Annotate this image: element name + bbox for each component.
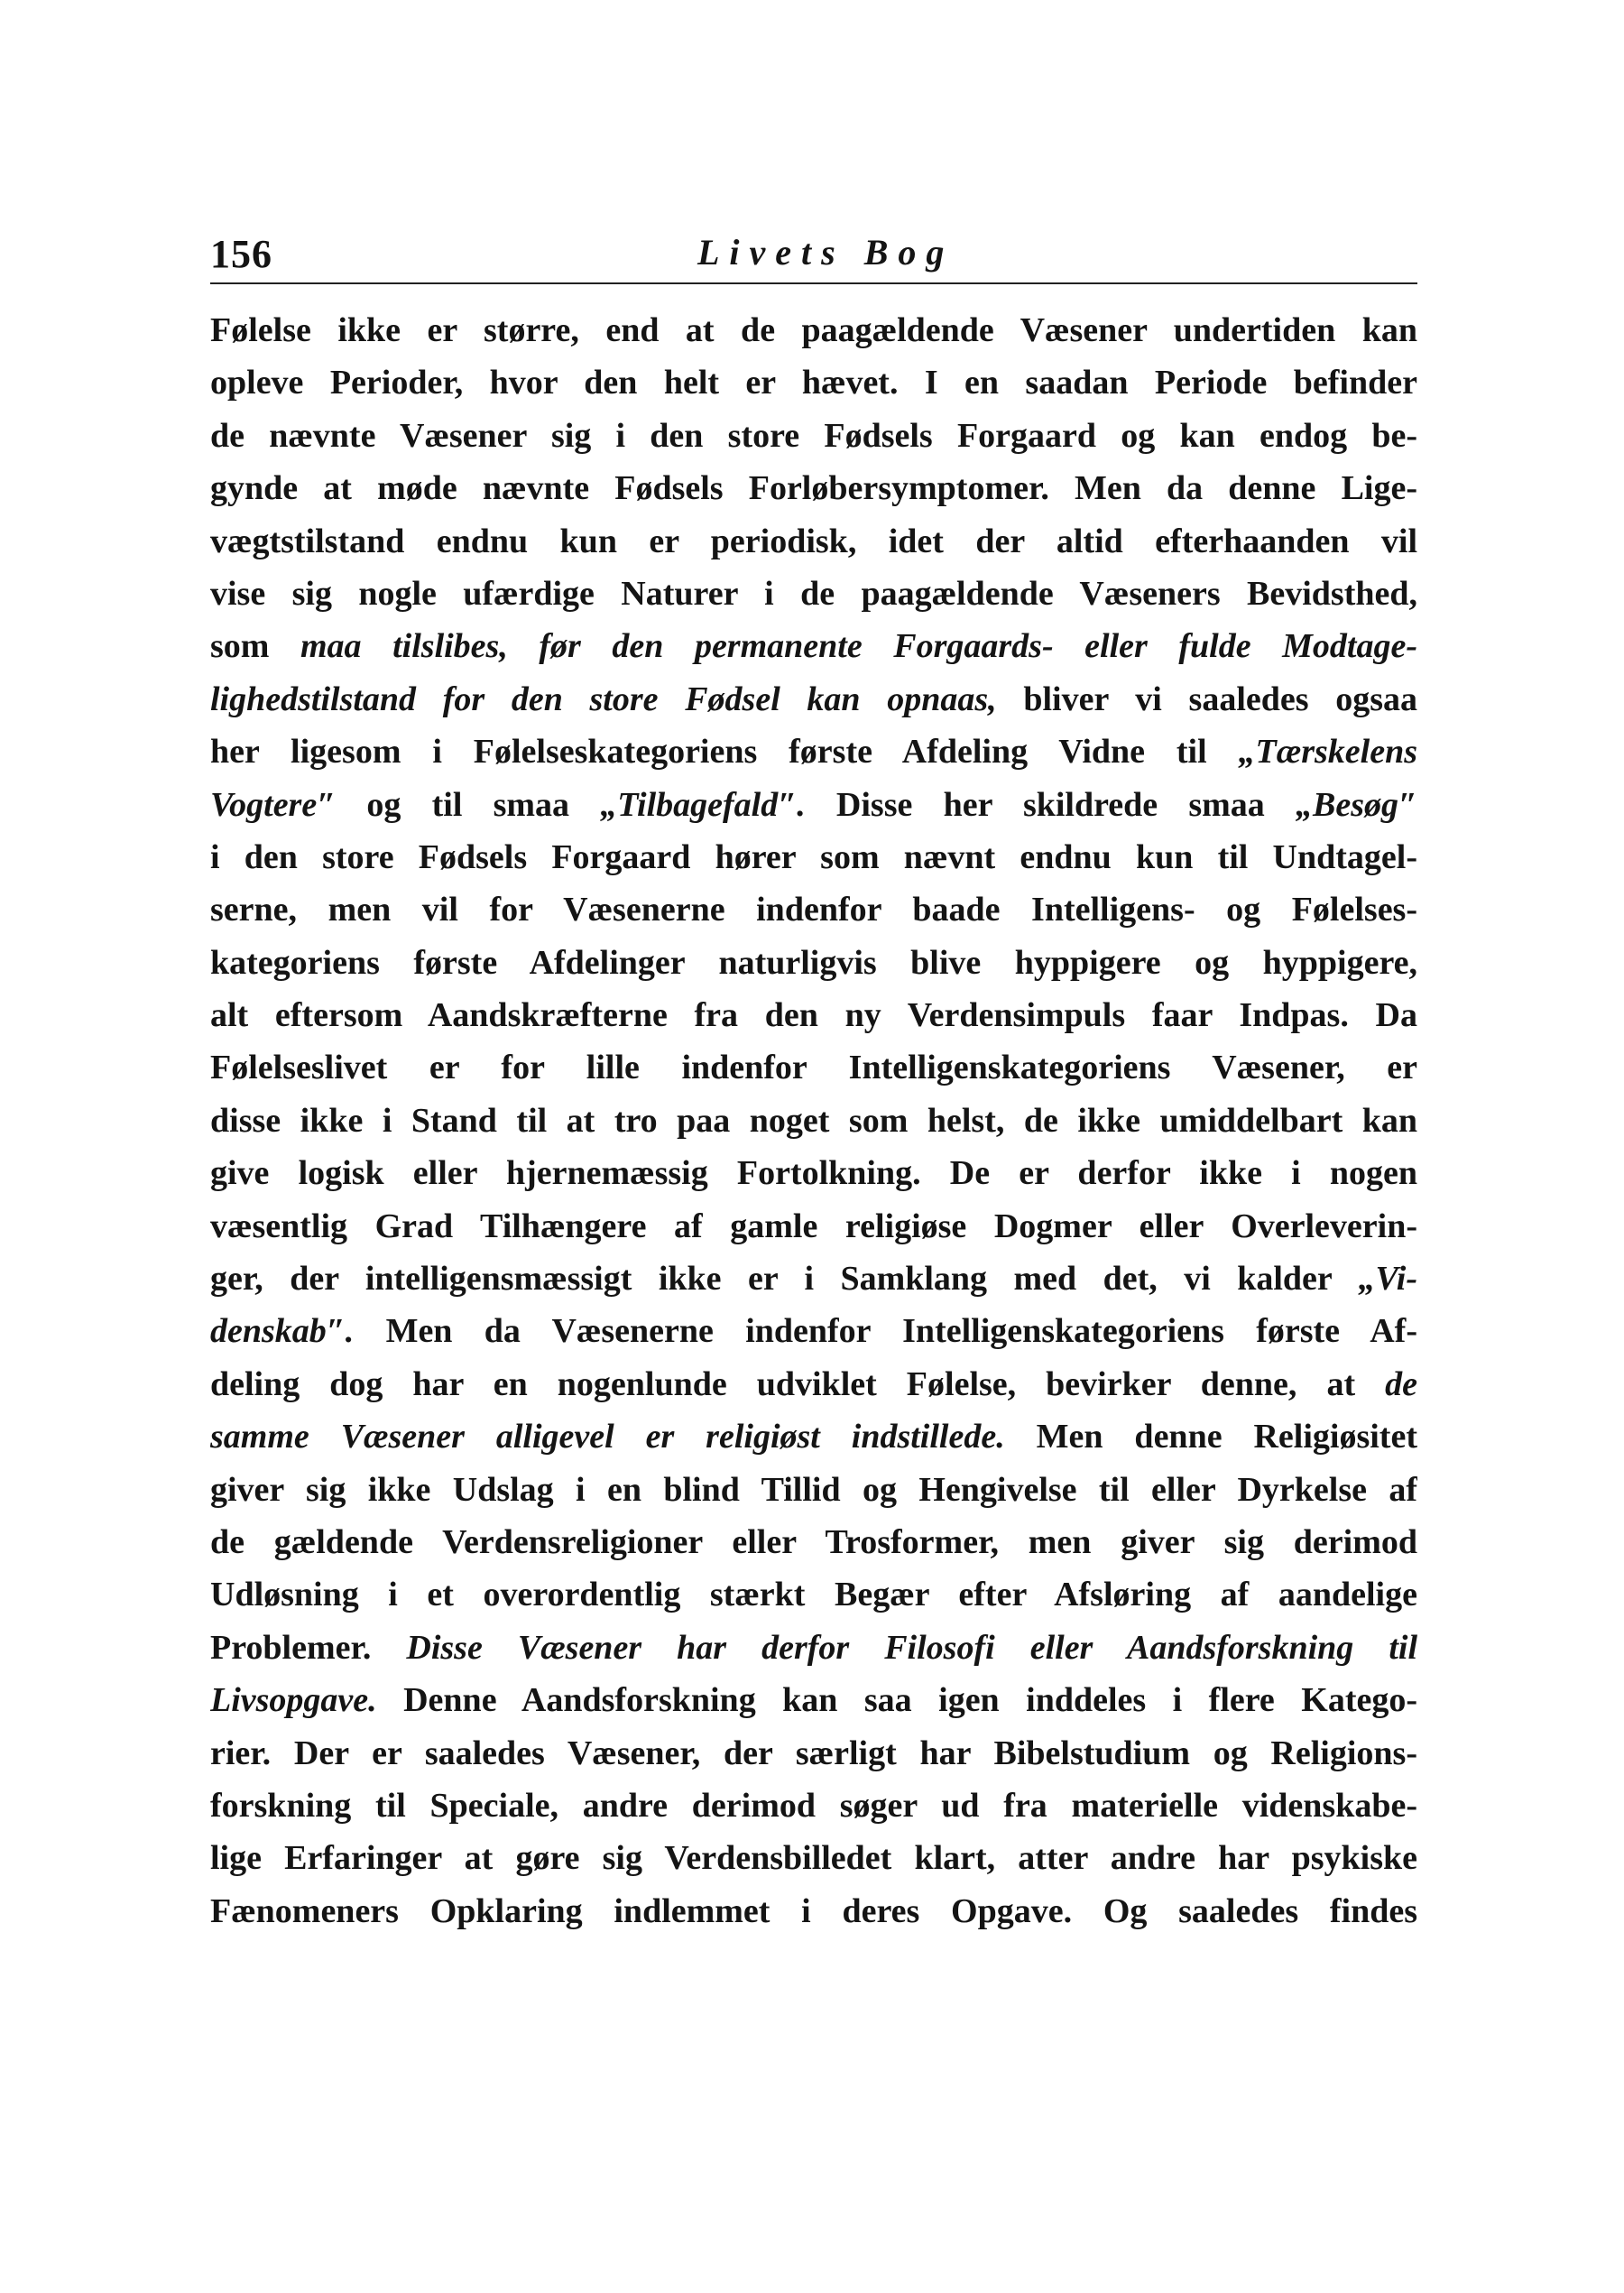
text-segment: deling dog har en nogenlunde udviklet Følelse, bevirker denne, at [210, 1364, 1386, 1403]
italic-text-segment: „Besøg″ [1296, 785, 1417, 824]
text-segment: forskning til Speciale, andre derimod søger ud fra materielle videnskabe- [210, 1786, 1417, 1825]
text-line [210, 1464, 1417, 1516]
text-segment: og til smaa [336, 785, 601, 824]
text-line [210, 1305, 1417, 1357]
text-line [210, 1253, 1417, 1305]
italic-text-segment: denskab″. [210, 1312, 355, 1351]
italic-text-segment: „Tilbagefald″. [600, 785, 806, 824]
text-segment: Disse her skildrede smaa [805, 785, 1296, 824]
text-line [210, 1358, 1417, 1410]
text-line [210, 1674, 1417, 1726]
text-segment: alt eftersom Aandskræfterne fra den ny Verdensimpuls faar Indpas. Da [210, 996, 1417, 1035]
text-line [210, 410, 1417, 462]
text-segment: Problemer. [210, 1628, 407, 1667]
text-segment: væsentlig Grad Tilhængere af gamle religiøse Dogmer eller Overleverin- [210, 1207, 1417, 1245]
text-segment: de nævnte Væsener sig i den store Fødsels Forgaard og kan endog be- [210, 416, 1417, 455]
text-segment: rier. Der er saaledes Væsener, der særligt har Bibelstudium og Religions- [210, 1734, 1417, 1772]
text-line [210, 1780, 1417, 1832]
text-line [210, 989, 1417, 1041]
text-segment: bliver vi saaledes ogsaa [996, 680, 1417, 718]
text-segment: ger, der intelligensmæssigt ikke er i Samklang med det, vi kalder [210, 1260, 1359, 1299]
text-segment: lige Erfaringer at gøre sig Verdensbilledet klart, atter andre har psykiske [210, 1839, 1417, 1878]
text-segment: giver sig ikke Udslag i en blind Tillid og Hengivelse til eller Dyrkelse af [210, 1470, 1417, 1509]
italic-text-segment: maa tilslibes, før den permanente Forgaards- eller fulde Modtage- [300, 627, 1417, 666]
text-line [210, 1568, 1417, 1621]
italic-text-segment: Vogtere″ [210, 785, 337, 824]
italic-text-segment: „Tærskelens [1238, 733, 1417, 772]
text-line [210, 356, 1417, 409]
text-line [210, 1727, 1417, 1780]
text-line [210, 1095, 1417, 1147]
text-line [210, 1147, 1417, 1199]
text-segment: Men denne Religiøsitet [1004, 1418, 1417, 1456]
header-rule [210, 282, 1417, 284]
text-segment: give logisk eller hjernemæssig Fortolkning. De er derfor ikke i nogen [210, 1154, 1417, 1193]
text-segment: Udløsning i et overordentlig stærkt Begær efter Afsløring af aandelige [210, 1576, 1417, 1614]
text-line [210, 831, 1417, 883]
text-line [210, 515, 1417, 568]
text-line [210, 883, 1417, 936]
text-line [210, 937, 1417, 989]
text-line [210, 1200, 1417, 1253]
text-segment: opleve Perioder, hvor den helt er hævet. I en saadan Periode befinder [210, 364, 1417, 402]
page-header [210, 227, 1417, 282]
italic-text-segment: lighedstilstand for den store Fødsel kan opnaas, [210, 680, 997, 718]
text-line [210, 1516, 1417, 1568]
text-line [210, 568, 1417, 620]
text-segment: vægtstilstand endnu kun er periodisk, idet der altid efterhaanden vil [210, 522, 1417, 560]
italic-text-segment: de [1385, 1364, 1417, 1403]
italic-text-segment: samme Væsener alligevel er religiøst indstillede. [210, 1418, 1005, 1456]
text-line [210, 462, 1417, 514]
text-line [210, 726, 1417, 778]
text-segment: Følelse ikke er større, end at de paagældende Væsener undertiden kan [210, 311, 1417, 349]
text-segment: vise sig nogle ufærdige Naturer i de paagældende Væseners Bevidsthed, [210, 574, 1417, 613]
text-line [210, 304, 1417, 356]
body-text [210, 304, 1417, 1937]
text-segment: som [210, 627, 300, 666]
text-segment: Denne Aandsforskning kan saa igen inddeles i flere Katego- [376, 1681, 1417, 1720]
text-segment: serne, men vil for Væsenerne indenfor baade Intelligens- og Følelses- [210, 891, 1417, 929]
text-line [210, 1622, 1417, 1674]
page-number: 156 [210, 232, 272, 276]
text-segment: kategoriens første Afdelinger naturligvis blive hyppigere og hyppigere, [210, 943, 1417, 982]
italic-text-segment: Disse Væsener har derfor Filosofi eller Aandsforskning til [406, 1628, 1417, 1667]
text-segment: Fænomeners Opklaring indlemmet i deres Opgave. Og saaledes findes [210, 1891, 1417, 1930]
text-line [210, 673, 1417, 726]
text-segment: Men da Væsenerne indenfor Intelligenskategoriens første Af- [354, 1312, 1417, 1351]
text-line [210, 620, 1417, 672]
text-line [210, 1041, 1417, 1094]
text-segment: Følelseslivet er for lille indenfor Intelligenskategoriens Væsener, er [210, 1049, 1417, 1087]
text-line [210, 1410, 1417, 1463]
text-segment: her ligesom i Følelseskategoriens første Afdeling Vidne til [210, 733, 1239, 772]
text-line [210, 779, 1417, 831]
text-segment: i den store Fødsels Forgaard hører som nævnt endnu kun til Undtagel- [210, 837, 1417, 876]
text-segment: gynde at møde nævnte Fødsels Forløbersymptomer. Men da denne Lige- [210, 469, 1417, 508]
text-line [210, 1832, 1417, 1884]
running-title: Livets Bog [697, 232, 955, 273]
text-segment: de gældende Verdensreligioner eller Trosformer, men giver sig derimod [210, 1522, 1417, 1561]
text-segment: disse ikke i Stand til at tro paa noget som helst, de ikke umiddelbart kan [210, 1101, 1417, 1140]
text-line [210, 1885, 1417, 1937]
italic-text-segment: Livsopgave. [210, 1681, 377, 1720]
italic-text-segment: „Vi- [1358, 1260, 1417, 1299]
